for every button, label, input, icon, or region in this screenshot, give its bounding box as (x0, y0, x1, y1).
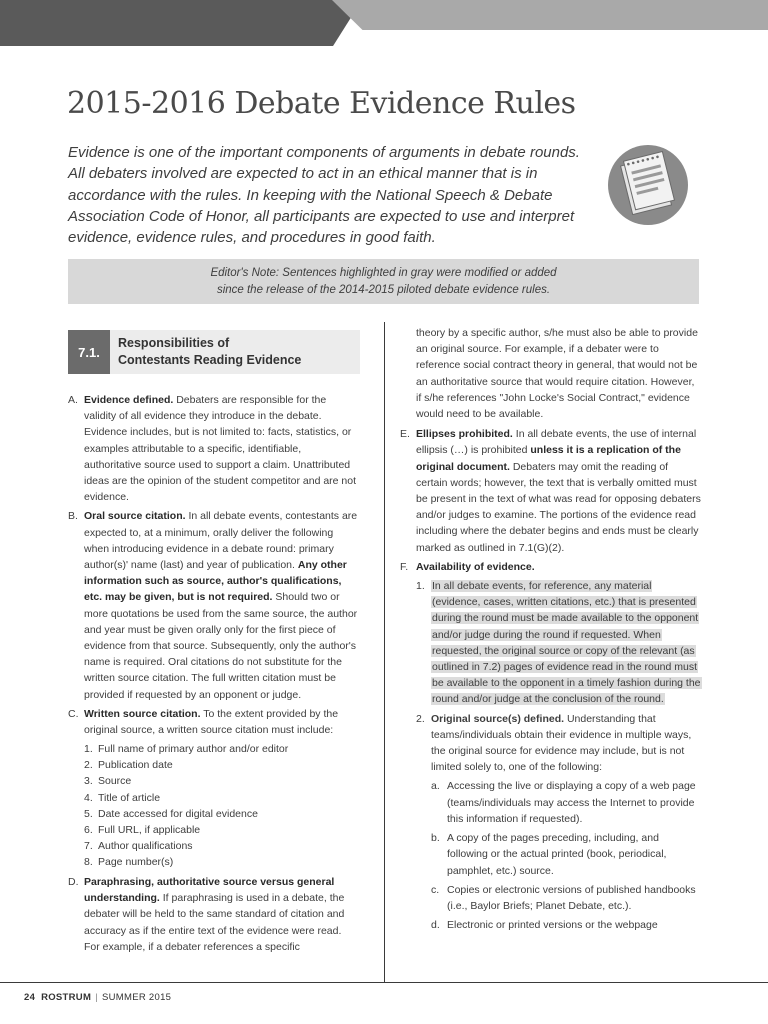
list-text: A copy of the pages preceding, including, and following or the actual printed (book, periodical, pamphlet, etc.) source. (447, 832, 667, 877)
list-item (68, 838, 360, 854)
item-lead: Written source citation. (84, 707, 201, 720)
item-text: In all debate events, contestants are expected to, at a minimum, orally deliver the following when introducing evidence in a debate round: primary author(s)' name (last) and year of publication. (84, 510, 358, 572)
original-source-option-d (400, 917, 702, 933)
column-divider (384, 322, 385, 982)
section-title-line1: Responsibilities of (118, 336, 230, 350)
item-text: In all debate events, the use of internal ellipsis (…) is prohibited (416, 428, 697, 457)
original-source-option-b (400, 830, 702, 879)
editors-note-line1: Editor's Note: Sentences highlighted in gray were modified or added (210, 266, 557, 279)
issue-label: SUMMER 2015 (101, 992, 172, 1003)
list-text: Electronic or printed versions or the webpage (447, 919, 658, 932)
item-text: Should two or more quotations be used from the same source, the author and year must be given orally only for the first piece of evidence from that source. Subsequently, only the author's name is required. Oral citations do not substitute for the written source citation. The full written citation must be provided if requested by an opponent or judge. (84, 591, 358, 701)
page-footer (24, 992, 171, 1003)
list-number: 3. (84, 775, 93, 788)
rule-item-e (400, 426, 702, 556)
list-number: 5. (84, 807, 93, 820)
item-lead: Oral source citation. (84, 510, 186, 523)
item-marker: B. (68, 510, 78, 523)
section-number: 7.1. (68, 330, 110, 374)
list-item (68, 822, 360, 838)
item-marker: E. (400, 428, 410, 441)
list-letter: b. (431, 832, 440, 845)
section-title-line2: Contestants Reading Evidence (118, 353, 302, 367)
rule-item-f (400, 559, 702, 575)
item-bold-text: Any other information such as source, author's qualifications, etc. may be given, but is not required. (84, 559, 347, 604)
list-text: Source (98, 775, 132, 788)
item-lead: Availability of evidence. (416, 560, 535, 573)
publication-name: ROSTRUM (41, 992, 92, 1003)
list-item (68, 854, 360, 870)
original-source-option-a (400, 778, 702, 827)
list-number: 7. (84, 839, 93, 852)
footer-rule (0, 982, 768, 983)
list-text: Title of article (98, 791, 161, 804)
section-title (118, 335, 353, 369)
item-marker: C. (68, 707, 79, 720)
item-marker: A. (68, 394, 78, 406)
footer-separator: | (95, 992, 98, 1003)
list-text: Full URL, if applicable (98, 823, 201, 836)
list-text: Date accessed for digital evidence (98, 807, 258, 820)
rule-item-c (68, 706, 360, 738)
item-lead: Paraphrasing, authoritative source versus general understanding. (84, 876, 335, 905)
left-column (68, 392, 360, 958)
list-letter: c. (431, 883, 440, 896)
item-text: If paraphrasing is used in a debate, the debater will be held to the same standard of citation and accuracy as if the entire text of the evidence were read. For example, if a debater references a specific (84, 892, 345, 953)
original-source-option-c (400, 882, 702, 914)
section-header (68, 330, 360, 374)
item-text: Debaters may omit the reading of certain words; however, the text that is verbally omitted must be present in the text of what was read for opposing debaters and/or judges to examine. The portions of the evidence read including where the debater begins and ends must be clearly marked as outlined in 7.1(G)(2). (416, 460, 701, 554)
page-number: 24 (24, 992, 36, 1003)
header-band-dark (0, 0, 362, 46)
citation-requirements-list (68, 741, 360, 870)
item-lead: Evidence defined. (84, 394, 174, 406)
list-number: 2. (84, 759, 93, 772)
editors-note-line2: since the release of the 2014-2015 piloted debate evidence rules. (216, 283, 551, 296)
list-number: 2. (416, 712, 425, 725)
item-marker: D. (68, 876, 79, 889)
right-column (400, 325, 702, 936)
rule-item-a (68, 392, 360, 505)
highlighted-text: In all debate events, for reference, any material (evidence, cases, written citations, etc.) that is presented during the round must be made available to the opponent and/or judge during the round if requested. When requested, the original source or copy of the relevant (as outlined in 7.2) pages of evidence read in the round must be available to the opponent in a timely fashion during the round and/or judge at the conclusion of the round. (432, 580, 701, 706)
list-text: Author qualifications (98, 839, 193, 852)
editors-note-box (68, 259, 699, 304)
list-number: 1. (84, 743, 93, 756)
item-text: Understanding that teams/individuals obtain their evidence in multiple ways, the original source for evidence may include, but is not limited solely to, one of the following: (431, 712, 692, 774)
item-lead: Ellipses prohibited. (416, 428, 513, 441)
list-text: Accessing the live or displaying a copy of a web page (teams/individuals may access the Internet to provide this information if requested). (447, 780, 696, 825)
rule-item-d-continued: theory by a specific author, s/he must also be able to provide an original source. For example, if a debater were to reference social contract theory in general, that would not be an authoritative source that would require citation. However, if s/he references "John Locke's Social Contract," evidence would need to be available. (416, 327, 698, 421)
list-text: Page number(s) (98, 855, 174, 868)
availability-item-2 (400, 711, 702, 776)
rule-item-d (68, 874, 360, 955)
list-item (68, 757, 360, 773)
page-title: 2015-2016 Debate Evidence Rules (67, 86, 576, 121)
item-text: Debaters are responsible for the validity of all evidence they introduce in the debate. Evidence includes, but is not limited to: facts, statistics, or examples attributable to a specific, identifiable, authoritative source used to support a claim. Unattributed ideas are the opinion of the student competitor and are not evidence. (84, 394, 357, 504)
list-text: Publication date (98, 759, 173, 772)
list-letter: d. (431, 919, 440, 932)
item-bold-text: unless it is a replication of the original document. (416, 444, 681, 473)
list-item (68, 773, 360, 789)
documents-stack-icon (608, 130, 688, 240)
item-text: To the extent provided by the original source, a written source citation must include: (84, 707, 339, 737)
list-item (68, 790, 360, 806)
list-number: 4. (84, 791, 93, 804)
availability-item-1 (400, 578, 702, 708)
editors-note-text (194, 265, 574, 299)
list-item (68, 741, 360, 757)
item-marker: F. (400, 560, 409, 573)
item-lead: Original source(s) defined. (431, 712, 565, 725)
list-item (68, 806, 360, 822)
list-text: Copies or electronic versions of published handbooks (i.e., Baylor Briefs; Planet Debate, etc.). (447, 883, 696, 912)
rule-item-b (68, 508, 360, 702)
list-number: 8. (84, 855, 93, 868)
list-number: 6. (84, 823, 93, 836)
header-band-light (332, 0, 768, 30)
list-number: 1. (416, 580, 425, 593)
intro-paragraph: Evidence is one of the important components of arguments in debate rounds. All debaters involved are expected to act in an ethical manner that is in accordance with the rules. In keeping with the National Speech & Debate Association Code of Honor, all participants are expected to use and interpret evidence, evidence rules, and procedures in good faith. (68, 144, 580, 247)
list-text: Full name of primary author and/or editor (98, 743, 289, 756)
list-letter: a. (431, 780, 440, 793)
